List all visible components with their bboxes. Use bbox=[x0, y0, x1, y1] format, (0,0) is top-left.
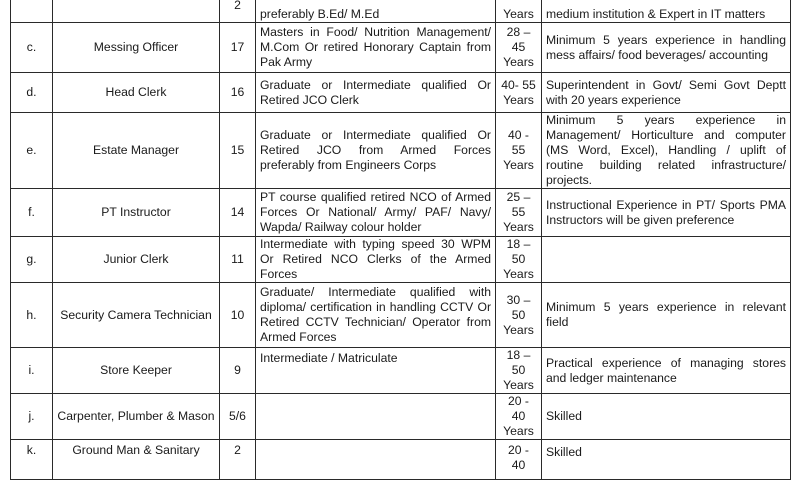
experience-cell: Skilled bbox=[542, 440, 791, 480]
qualification-cell: Intermediate / Matriculate bbox=[256, 348, 496, 394]
experience-cell: Superintendent in Govt/ Semi Govt Deptt with 20 years experience bbox=[542, 73, 791, 113]
scale-cell: 9 bbox=[220, 348, 256, 394]
vacancy-table bbox=[10, 0, 791, 480]
experience-cell: medium institution & Expert in IT matters bbox=[542, 0, 791, 23]
experience-cell: Minimum 5 years experience in Management/ Horticulture and computer (MS Word, Excel), Handling / uplift of routine building related infrastructure/ projects. bbox=[542, 113, 791, 189]
post-cell: Carpenter, Plumber & Mason bbox=[53, 394, 220, 440]
table-row bbox=[11, 348, 791, 394]
age-cell: 25 – 55 Years bbox=[496, 189, 542, 237]
table-row bbox=[11, 23, 791, 73]
age-cell: 40- 55 Years bbox=[496, 73, 542, 113]
serial-cell: d. bbox=[11, 73, 53, 113]
scale-cell: 14 bbox=[220, 189, 256, 237]
qualification-cell: Graduate or Intermediate qualified Or Retired JCO from Armed Forces preferably from Engineers Corps bbox=[256, 113, 496, 189]
qualification-cell bbox=[256, 394, 496, 440]
experience-cell: Practical experience of managing stores and ledger maintenance bbox=[542, 348, 791, 394]
age-cell: 40 - 55 Years bbox=[496, 113, 542, 189]
qualification-cell: Intermediate with typing speed 30 WPM Or Retired NCO Clerks of the Armed Forces bbox=[256, 237, 496, 283]
age-cell: 18 – 50 Years bbox=[496, 348, 542, 394]
qualification-cell bbox=[256, 440, 496, 480]
qualification-cell: preferably B.Ed/ M.Ed bbox=[256, 0, 496, 23]
experience-cell: Instructional Experience in PT/ Sports PMA Instructors will be given preference bbox=[542, 189, 791, 237]
scale-cell: 10 bbox=[220, 283, 256, 348]
qualification-cell: PT course qualified retired NCO of Armed Forces Or National/ Army/ PAF/ Navy/ Wapda/ Railway colour holder bbox=[256, 189, 496, 237]
serial-cell: i. bbox=[11, 348, 53, 394]
post-cell: Security Camera Technician bbox=[53, 283, 220, 348]
serial-cell: g. bbox=[11, 237, 53, 283]
experience-cell: Skilled bbox=[542, 394, 791, 440]
table-row bbox=[11, 113, 791, 189]
age-cell: 20 - 40 bbox=[496, 440, 542, 480]
experience-cell: Minimum 5 years experience in relevant field bbox=[542, 283, 791, 348]
scale-cell: 2 bbox=[220, 0, 256, 23]
age-cell: 18 – 50 Years bbox=[496, 237, 542, 283]
qualification-cell: Graduate/ Intermediate qualified with diploma/ certification in handling CCTV Or Retired CCTV Technician/ Operator from Armed Forces bbox=[256, 283, 496, 348]
table-row bbox=[11, 440, 791, 480]
post-cell: PT Instructor bbox=[53, 189, 220, 237]
serial-cell bbox=[11, 0, 53, 23]
age-cell: 28 – 45 Years bbox=[496, 23, 542, 73]
serial-cell: h. bbox=[11, 283, 53, 348]
experience-cell bbox=[542, 237, 791, 283]
serial-cell: f. bbox=[11, 189, 53, 237]
scale-cell: 2 bbox=[220, 440, 256, 480]
scale-cell: 16 bbox=[220, 73, 256, 113]
table-row bbox=[11, 189, 791, 237]
scale-cell: 5/6 bbox=[220, 394, 256, 440]
qualification-cell: Graduate or Intermediate qualified Or Retired JCO Clerk bbox=[256, 73, 496, 113]
table-row bbox=[11, 73, 791, 113]
scale-cell: 15 bbox=[220, 113, 256, 189]
table-row bbox=[11, 237, 791, 283]
post-cell: Junior Clerk bbox=[53, 237, 220, 283]
serial-cell: e. bbox=[11, 113, 53, 189]
age-cell: 20 - 40 Years bbox=[496, 394, 542, 440]
table-row bbox=[11, 0, 791, 23]
post-cell: Head Clerk bbox=[53, 73, 220, 113]
post-cell: Estate Manager bbox=[53, 113, 220, 189]
table-row bbox=[11, 283, 791, 348]
scale-cell: 11 bbox=[220, 237, 256, 283]
experience-cell: Minimum 5 years experience in handling mess affairs/ food beverages/ accounting bbox=[542, 23, 791, 73]
scale-cell: 17 bbox=[220, 23, 256, 73]
age-cell: Years bbox=[496, 0, 542, 23]
post-cell: Store Keeper bbox=[53, 348, 220, 394]
post-cell: Messing Officer bbox=[53, 23, 220, 73]
serial-cell: k. bbox=[11, 440, 53, 480]
qualification-cell: Masters in Food/ Nutrition Management/ M.Com Or retired Honorary Captain from Pak Army bbox=[256, 23, 496, 73]
post-cell bbox=[53, 0, 220, 23]
table-row bbox=[11, 394, 791, 440]
post-cell: Ground Man & Sanitary bbox=[53, 440, 220, 480]
age-cell: 30 – 50 Years bbox=[496, 283, 542, 348]
serial-cell: j. bbox=[11, 394, 53, 440]
serial-cell: c. bbox=[11, 23, 53, 73]
